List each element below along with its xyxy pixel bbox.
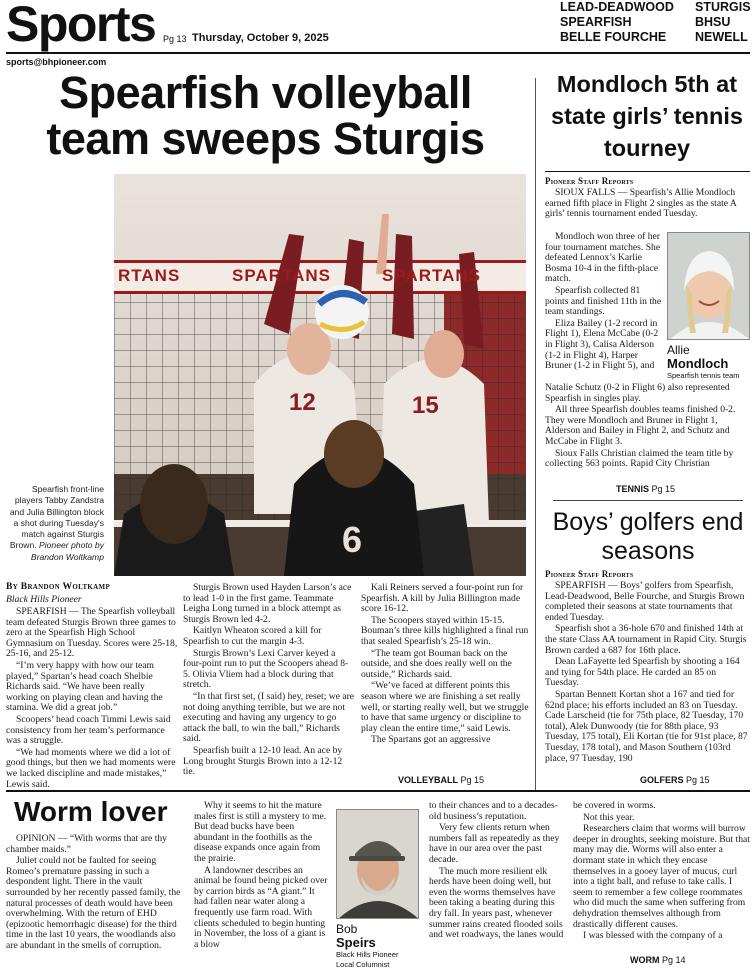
paragraph: Spartan Bennett Kortan shot a 167 and tied for 62nd place; his efforts included an 83 on Tuesday. Cade Larscheid (tie for 75th place, 82 Tuesday, 170 total), Alek Dunwoody (tie for 88th place, 93 Tuesday, 175 total), Eli Kortan (tie for 91st place, 87 Tuesday, 178 total), and Mason Southern (103rd place, 97 Tuesday, 190 <box>545 688 748 764</box>
photo-banner-text: SPARTANS <box>382 266 481 285</box>
issue-date: Thursday, October 9, 2025 <box>192 32 329 44</box>
paragraph: Mondloch won three of her four tournament matches. She defeated Lennox’s Karlie Bosma 10-4 in the fifth-place match. <box>545 231 661 285</box>
paragraph: “In that first set, (I said) hey, reset; we are not doing anything terrible, but we are not executing and having any urgency to go attack the ball, to win the ball,” Richards said. <box>183 690 355 745</box>
jump-page: Pg 15 <box>460 775 485 785</box>
paragraph: I was blessed with the company of a <box>583 930 723 942</box>
jersey-number: 6 <box>342 519 363 560</box>
paragraph: Researchers claim that worms will burrow deeper in droughts, seeking moisture. But that many may die. Worms will also enter a dormant state in which they encase themselves in a gooey layer of mucus, curl into a tight ball, and refuse to take calls. I seem to remember a few college roommates who did much the same when suffering from dehydration themselves although from drastically different causes. <box>573 823 750 930</box>
tennis-headline: Mondloch 5th at state girls’ tennis tourney <box>551 71 743 161</box>
town-item: LEAD-DEADWOOD <box>560 0 674 14</box>
jump-label: GOLFERS <box>640 775 684 785</box>
paragraph: Not this year. <box>583 811 635 823</box>
worm-column-4 <box>573 801 750 943</box>
jersey-number: 12 <box>289 389 316 416</box>
golf-staff: Pioneer Staff Reports <box>545 569 634 579</box>
town-item: STURGIS <box>695 0 751 14</box>
tennis-text-top <box>545 188 750 221</box>
paragraph: Spearfish collected 81 points and finished 11th in the team standings. <box>545 284 662 318</box>
byline-org: Black Hills Pioneer <box>6 594 82 605</box>
town-item: BELLE FOURCHE <box>560 30 667 44</box>
jump-page: Pg 15 <box>686 775 710 785</box>
mondloch-name-last: Mondloch <box>667 356 729 371</box>
town-list-right <box>695 0 751 45</box>
paragraph: Eliza Bailey (1-2 record in Flight 1), Elena McCabe (0-2 in Flight 3), Calisa Alderson (1-2 in Flight 4), Harper Bruner (1-2 in Flight 5), and <box>545 317 659 372</box>
paragraph: The Spartans got an aggressive <box>371 734 491 746</box>
mondloch-title: Spearfish tennis team <box>667 371 740 380</box>
paragraph: “We’ve faced at different points this season where we are finishing a set really well, or starting really well, but we struggle to have that same urgency or discipline to play clean the entire time,” said Lewis. <box>361 680 529 734</box>
paragraph: Sturgis Brown used Hayden Larson’s ace to lead 1-0 in the first game. Teammate Leigha Long turned in a block attempt as Sturgis Brown led 4-2. <box>183 582 352 625</box>
caption-credit: Pioneer photo by Brandon Woltkamp <box>30 540 104 562</box>
byline-name: By Brandon Woltkamp <box>6 581 111 592</box>
jump-page: Pg 15 <box>651 484 676 494</box>
lead-headline: Spearfish volleyball team sweeps Sturgis <box>46 67 485 164</box>
town-item: NEWELL <box>695 30 748 44</box>
paragraph: Kaitlyn Wheaton scored a kill for Spearfish to cut the margin 4-3. <box>183 625 322 647</box>
paragraph: SPEARFISH — Boys’ golfers from Spearfish, Lead-Deadwood, Belle Fourche, and Sturgis Brown completed their seasons at state tournaments that ended Tuesday. <box>545 580 745 623</box>
jump-page: Pg 14 <box>662 955 686 965</box>
worm-headline: Worm lover <box>14 796 168 827</box>
jump-label: TENNIS <box>616 484 650 494</box>
tennis-rule <box>545 171 750 172</box>
lead-column-3 <box>361 583 529 747</box>
paragraph: Scoopers’ head coach Timmi Lewis said consistency from her team’s performance was a struggle. <box>6 713 171 747</box>
photo-banner-text: RTANS <box>118 266 181 285</box>
speirs-title: Local Columnist <box>336 960 390 969</box>
photo-caption <box>6 484 104 563</box>
paragraph: Spearfish shot a 36-hole 670 and finished 14th at the state Class AA tournament in Rapid City. Sturgis Brown carded a 687 for 16th place. <box>545 623 747 656</box>
speirs-headshot <box>336 809 419 919</box>
masthead-rule <box>6 52 750 54</box>
paragraph: SPEARFISH — The Spearfish volleyball team defeated Sturgis Brown three games to zero at the Spearfish High School Gymnasium on Tuesday. Scores were 25-18, 25-16, and 25-12. <box>6 606 178 660</box>
section-title: Sports <box>6 0 156 52</box>
paragraph: Natalie Schutz (0-2 in Flight 6) also represented Spearfish in singles play. <box>545 382 730 404</box>
paragraph: to their chances and to a decades-old business’s reputation. <box>429 800 558 822</box>
volleyball-jump[interactable] <box>398 775 484 785</box>
volleyball-photo <box>114 174 526 576</box>
tennis-text-wrap <box>545 232 662 373</box>
golf-headline: Boys’ golfers end seasons <box>552 508 744 565</box>
jump-label: VOLLEYBALL <box>398 775 458 785</box>
paragraph: SIOUX FALLS — Spearfish’s Allie Mondloch earned fifth place in Flight 2 singles as the state A girls’ tennis tournament ended Tuesday. <box>545 187 737 220</box>
paragraph: Sioux Falls Christian claimed the team title by collecting 563 points. Rapid City Christian <box>545 447 734 470</box>
page-number: Pg 13 <box>163 34 187 44</box>
mondloch-name-first: Allie <box>667 343 690 357</box>
golf-text <box>545 581 750 765</box>
paragraph: Spearfish built a 12-10 lead. An ace by Long brought Sturgis Brown into a 12-12 tie. <box>183 744 343 778</box>
tennis-golf-divider <box>553 500 743 501</box>
paragraph: The much more resilient elk herds have been doing well, but even the worms themselves have been taking a beating during this dry fall. In years past, whenever summer rains created flooded soils and wet roadways, the lanes would <box>429 865 564 941</box>
jump-label: WORM <box>630 955 660 965</box>
speirs-name-first: Bob <box>336 922 358 936</box>
paragraph: Sturgis Brown’s Lexi Carver keyed a four-point run to put the Scoopers ahead 8-5. Olivia Vliem had a block during that stretch. <box>183 647 349 691</box>
paragraph: “The team got Bouman back on the outside, and she does really well on the outside,” Richards said. <box>361 647 512 680</box>
sports-email-link[interactable]: sports@bhpioneer.com <box>6 57 107 67</box>
lead-column-1 <box>6 607 178 791</box>
golf-jump[interactable] <box>640 775 710 785</box>
worm-column-2 <box>194 801 330 951</box>
tennis-jump[interactable] <box>616 484 675 494</box>
paragraph: Kali Reiners served a four-point run for Spearfish. A kill by Julia Billington made score 16-12. <box>361 582 524 615</box>
paragraph: Why it seems to hit the mature males first is still a mystery to me. But dead bucks have been abundant in the foothills as the disease expands once again from the prairie. <box>194 800 327 864</box>
jersey-number: 15 <box>412 392 439 419</box>
worm-column-1 <box>6 834 182 953</box>
town-item: SPEARFISH <box>560 15 632 29</box>
paragraph: Dean LaFayette led Spearfish by shooting a 164 and tying for 54th place. He carded an 85 on Tuesday. <box>545 656 740 689</box>
paragraph: The Scoopers stayed within 15-15. Bouman’s three kills highlighted a final run that sealed Spearfish’s 25-18 win. <box>361 614 529 647</box>
worm-jump[interactable] <box>630 955 686 965</box>
paragraph: “We had moments where we did a lot of good things, but then we had moments were we lacked discipline and made mistakes,” Lewis said. <box>6 746 176 790</box>
column-divider <box>535 78 536 790</box>
paragraph: Juliet could not be faulted for seeing Romeo’s premature passing in such a despondent light. There in the vault surrounded by her recently passed family, the natural processes of death would have been overwhelming. With the return of EHD (epizootic hemorrhagic disease) for the third time in the last 10 years, the woodlands also are abundant in the smells of corruption. <box>6 855 181 951</box>
paragraph: Very few clients return when numbers fall as repeatedly as they have in our area over the past decade. <box>429 822 560 865</box>
speirs-name-last: Speirs <box>336 935 376 950</box>
caption-text: Spearfish front-line players Tabby Zandstra and Julia Billington block a shot during Tuesday's match against Sturgis Brown. <box>9 484 104 551</box>
paragraph: “I’m very happy with how our team played,” Spartan’s head coach Shelbie Richards said. “We have been really working on playing clean and having the stamina. We did a great job.” <box>6 659 163 714</box>
speirs-org: Black Hills Pioneer <box>336 950 399 959</box>
lead-byline <box>6 581 110 605</box>
paragraph: All three Spearfish doubles teams finished 0-2. They were Mondloch and Bruner in Flight 1, Alderson and Bailey in Flight 2, and Schutz and McCabe in Flight 3. <box>545 404 736 447</box>
paragraph: A landowner describes an animal he found being picked over by carrion birds as “A giant.” It had fallen near water along a frequently use farm road. With clients scheduled to begin hunting in November, the loss of a giant is a blow <box>194 864 328 950</box>
town-list-left <box>560 0 674 45</box>
lead-column-2 <box>183 583 355 779</box>
town-item: BHSU <box>695 15 731 29</box>
tennis-staff: Pioneer Staff Reports <box>545 176 634 186</box>
paragraph: OPINION — “With worms that are thy chamber maids.” <box>6 833 167 855</box>
section-divider <box>6 790 750 792</box>
worm-column-3 <box>429 801 565 942</box>
paragraph: be covered in worms. <box>573 800 656 811</box>
tennis-text-bottom <box>545 383 750 471</box>
mondloch-headshot <box>667 232 750 340</box>
photo-banner-text: SPARTANS <box>232 266 331 285</box>
